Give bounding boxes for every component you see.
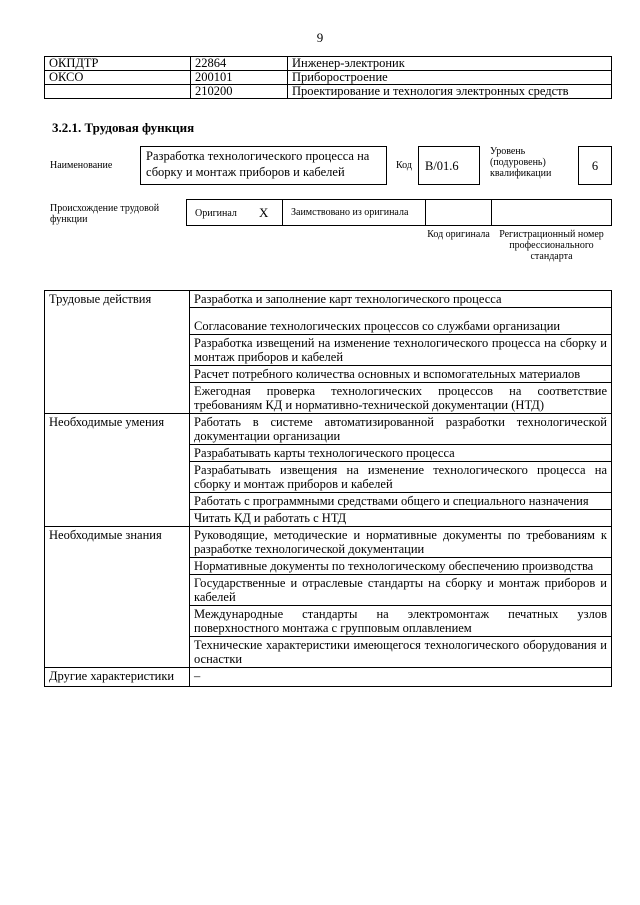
skill-item: Работать в системе автоматизированной разработки технологической документации организации: [190, 414, 612, 445]
skill-item: Читать КД и работать с НТД: [190, 510, 612, 527]
level-label: Уровень (подуровень) квалификации: [490, 146, 552, 179]
table-row: [45, 71, 612, 85]
registration-number-caption: Регистрационный номер профессионального стандарта: [499, 229, 604, 262]
table-row: [45, 85, 612, 99]
level-value: 6: [578, 146, 612, 185]
borrowed-cell: [282, 199, 426, 226]
original-cell: [186, 199, 283, 226]
section-title: 3.2.1. Трудовая функция: [52, 120, 195, 135]
borrowed-label: Заимствовано из оригинала: [291, 207, 409, 218]
knowledge-item: Государственные и отраслевые стандарты на сборку и монтаж приборов и кабелей: [190, 575, 612, 606]
other-characteristics-value: –: [190, 668, 612, 687]
labor-actions-label: Трудовые действия: [45, 291, 190, 414]
function-code: В/01.6: [418, 146, 480, 185]
knowledge-item: Руководящие, методические и нормативные документы по требованиям к разработке технологической документации: [190, 527, 612, 558]
knowledge-item: Технические характеристики имеющегося технологического оборудования и оснастки: [190, 637, 612, 668]
function-details-table: [44, 290, 612, 687]
classifier-code: 22864: [191, 57, 288, 71]
labor-action-item: Разработка и заполнение карт технологического процесса: [190, 291, 612, 308]
original-label: Оригинал: [195, 208, 237, 219]
other-characteristics-label: Другие характеристики: [45, 668, 190, 687]
required-knowledge-label: Необходимые знания: [45, 527, 190, 668]
knowledge-item: Международные стандарты на электромонтаж печатных узлов поверхностного монтажа с групповым оплавлением: [190, 606, 612, 637]
skill-item: Работать с программными средствами общего и специального назначения: [190, 493, 612, 510]
table-row: [45, 527, 612, 558]
labor-action-item: Расчет потребного количества основных и вспомогательных материалов: [190, 366, 612, 383]
origin-label: Происхождение трудовой функции: [50, 203, 160, 225]
original-code-caption: Код оригинала: [427, 229, 490, 240]
name-label: Наименование: [50, 160, 113, 171]
classifier-name: ОКПДТР: [45, 57, 191, 71]
table-row: [45, 291, 612, 308]
skill-item: Разрабатывать карты технологического процесса: [190, 445, 612, 462]
classifier-code: 200101: [191, 71, 288, 85]
original-code-cell: [425, 199, 492, 226]
labor-action-item: Ежегодная проверка технологических процессов на соответствие требованиям КД и нормативно-технической документации (НТД): [190, 383, 612, 414]
classifier-title: Инженер-электроник: [288, 57, 612, 71]
knowledge-item: Нормативные документы по технологическому обеспечению производства: [190, 558, 612, 575]
classifier-code: 210200: [191, 85, 288, 99]
classifier-title: Проектирование и технология электронных средств: [288, 85, 612, 99]
classifier-name: ОКСО: [45, 71, 191, 85]
function-name: Разработка технологического процесса на сборку и монтаж приборов и кабелей: [140, 146, 387, 185]
table-row: [45, 414, 612, 445]
classifier-codes-table: [44, 56, 612, 99]
skill-item: Разрабатывать извещения на изменение технологического процесса на сборку и монтаж приборов и кабелей: [190, 462, 612, 493]
classifier-title: Приборостроение: [288, 71, 612, 85]
original-mark: X: [259, 205, 269, 220]
code-label: Код: [396, 160, 412, 171]
registration-number-cell: [491, 199, 612, 226]
classifier-name: [45, 85, 191, 99]
page-number: 9: [316, 30, 324, 45]
labor-action-item: Согласование технологических процессов со службами организации: [190, 308, 612, 335]
table-row: [45, 668, 612, 687]
labor-action-item: Разработка извещений на изменение технологического процесса на сборку и монтаж приборов и кабелей: [190, 335, 612, 366]
required-skills-label: Необходимые умения: [45, 414, 190, 527]
table-row: [45, 57, 612, 71]
